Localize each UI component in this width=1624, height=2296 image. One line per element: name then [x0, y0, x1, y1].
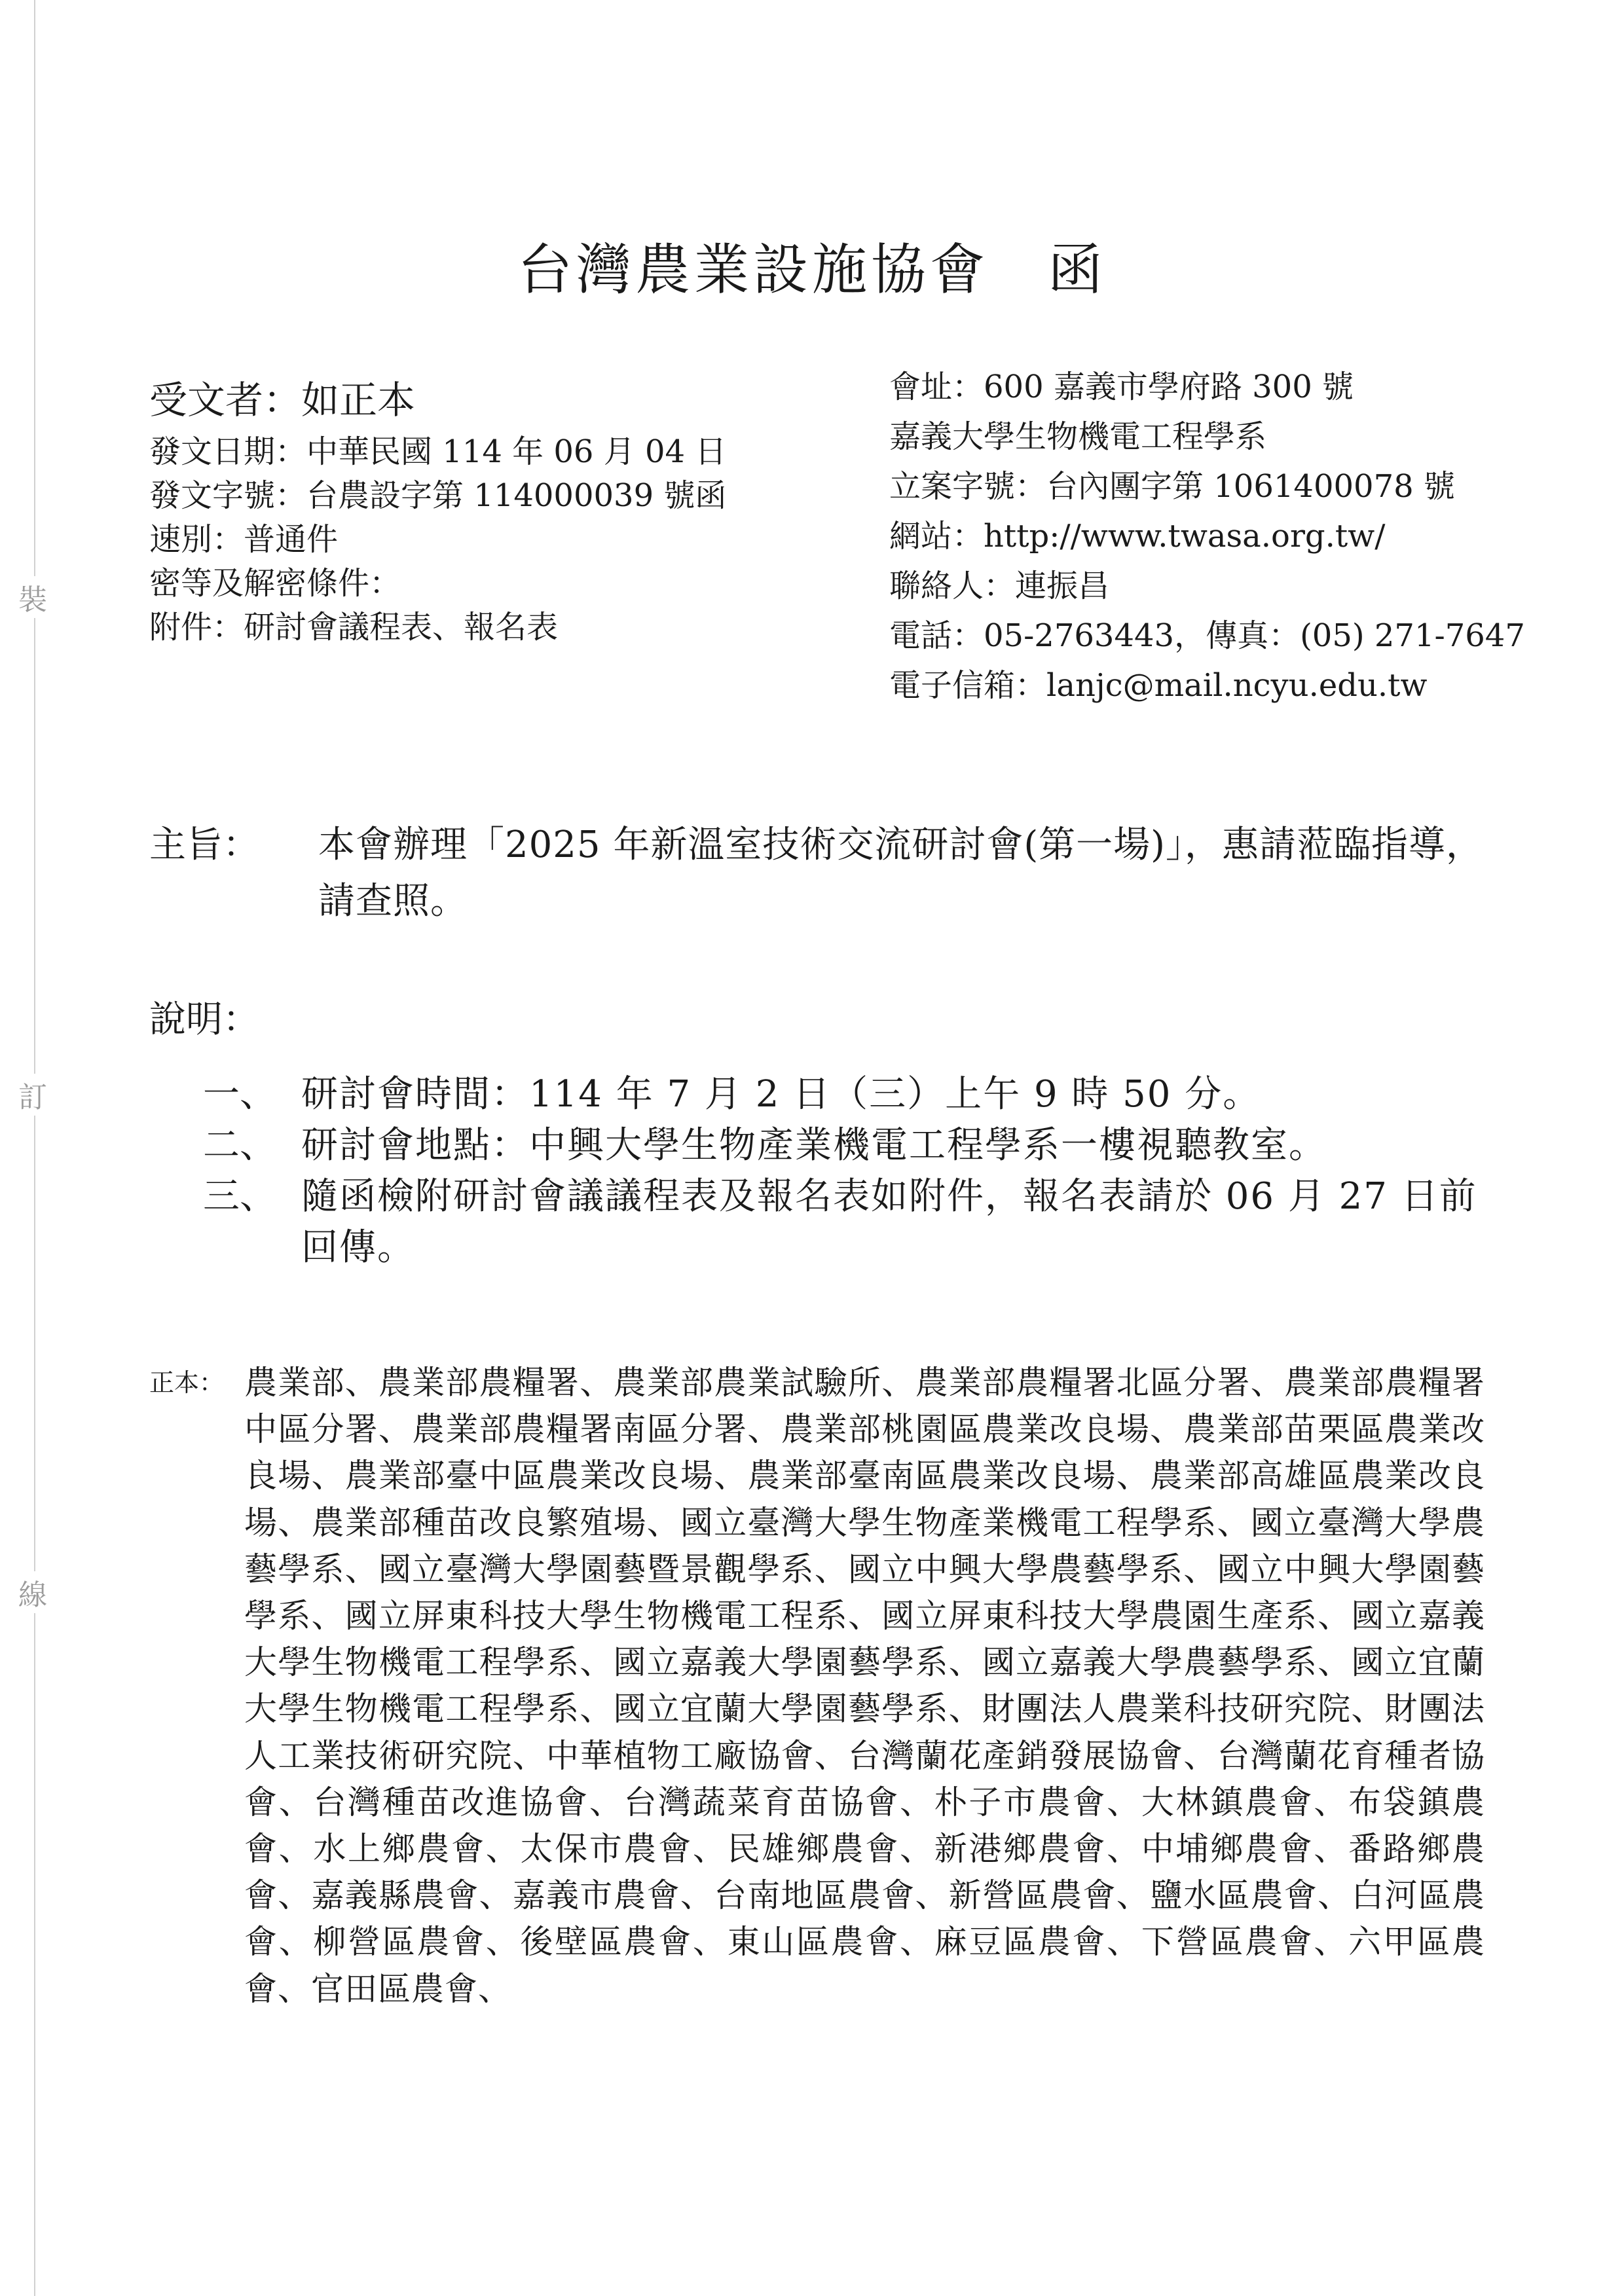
phone-fax: 電話：05-2763443，傳真：(05) 271-7647	[889, 617, 1525, 654]
attachments: 附件：研討會議程表、報名表	[149, 609, 559, 646]
explanation-item	[203, 1171, 1480, 1273]
item-number: 二、	[203, 1124, 276, 1167]
explanation-item	[203, 1069, 1480, 1120]
document-number: 發文字號：台農設字第 114000039 號函	[149, 477, 727, 514]
binding-mark-xian: 線	[13, 1571, 52, 1613]
binding-line	[34, 0, 35, 2296]
item-text: 隨函檢附研討會議議程表及報名表如附件，報名表請於 06 月 27 日前回傳。	[301, 1175, 1477, 1269]
cc-label: 正本：	[149, 1368, 225, 1397]
item-number: 三、	[203, 1175, 276, 1218]
document-title: 台灣農業設施協會 函	[517, 238, 1107, 302]
department: 嘉義大學生物機電工程學系	[889, 418, 1267, 455]
item-text: 研討會地點：中興大學生物產業機電工程學系一樓視聽教室。	[301, 1124, 1327, 1167]
explanation-label: 說明：	[149, 998, 259, 1041]
cc-recipients: 農業部、農業部農糧署、農業部農業試驗所、農業部農糧署北區分署、農業部農糧署中區分署、農業部農糧署南區分署、農業部桃園區農業改良場、農業部苗栗區農業改良場、農業部臺中區農業改良場、農業部臺南區農業改良場、農業部高雄區農業改良場、農業部種苗改良繁殖場、國立臺灣大學生物產業機電工程學系、國立臺灣大學農藝學系、國立臺灣大學園藝暨景觀學系、國立中興大學農藝學系、國立中興大學園藝學系、國立屏東科技大學生物機電工程系、國立屏東科技大學農園生產系、國立嘉義大學生物機電工程學系、國立嘉義大學園藝學系、國立嘉義大學農藝學系、國立宜蘭大學生物機電工程學系、國立宜蘭大學園藝學系、財團法人農業科技研究院、財團法人工業技術研究院、中華植物工廠協會、台灣蘭花產銷發展協會、台灣蘭花育種者協會、台灣種苗改進協會、台灣蔬菜育苗協會、朴子市農會、大林鎮農會、布袋鎮農會、水上鄉農會、太保市農會、民雄鄉農會、新港鄉農會、中埔鄉農會、番路鄉農會、嘉義縣農會、嘉義市農會、台南地區農會、新營區農會、鹽水區農會、白河區農會、柳營區農會、後壁區農會、東山區農會、麻豆區農會、下營區農會、六甲區農會、官田區農會、	[244, 1364, 1485, 2008]
issue-date: 發文日期：中華民國 114 年 06 月 04 日	[149, 433, 727, 470]
item-number: 一、	[203, 1073, 276, 1116]
email: 電子信箱：lanjc@mail.ncyu.edu.tw	[889, 667, 1428, 704]
contact-person: 聯絡人：連振昌	[889, 568, 1110, 604]
subject-label: 主旨：	[149, 824, 259, 866]
binding-mark-ding: 訂	[13, 1074, 52, 1116]
registration-number: 立案字號：台內團字第 1061400078 號	[889, 468, 1455, 505]
subject-text: 本會辦理「2025 年新溫室技術交流研討會(第一場)」，惠請蒞臨指導，請查照。	[318, 824, 1484, 922]
address: 會址：600 嘉義市學府路 300 號	[889, 369, 1354, 405]
header-left	[149, 376, 726, 649]
explanation-list	[203, 1069, 1480, 1273]
explanation-item	[203, 1120, 1480, 1171]
classification: 密等及解密條件：	[149, 565, 401, 602]
header-right	[889, 362, 1525, 710]
binding-mark-zhuang: 裝	[13, 576, 52, 618]
recipient: 受文者：如正本	[149, 378, 416, 422]
delivery-speed: 速別：普通件	[149, 521, 339, 558]
item-text: 研討會時間：114 年 7 月 2 日（三）上午 9 時 50 分。	[301, 1073, 1261, 1116]
website: 網站：http://www.twasa.org.tw/	[889, 518, 1386, 555]
